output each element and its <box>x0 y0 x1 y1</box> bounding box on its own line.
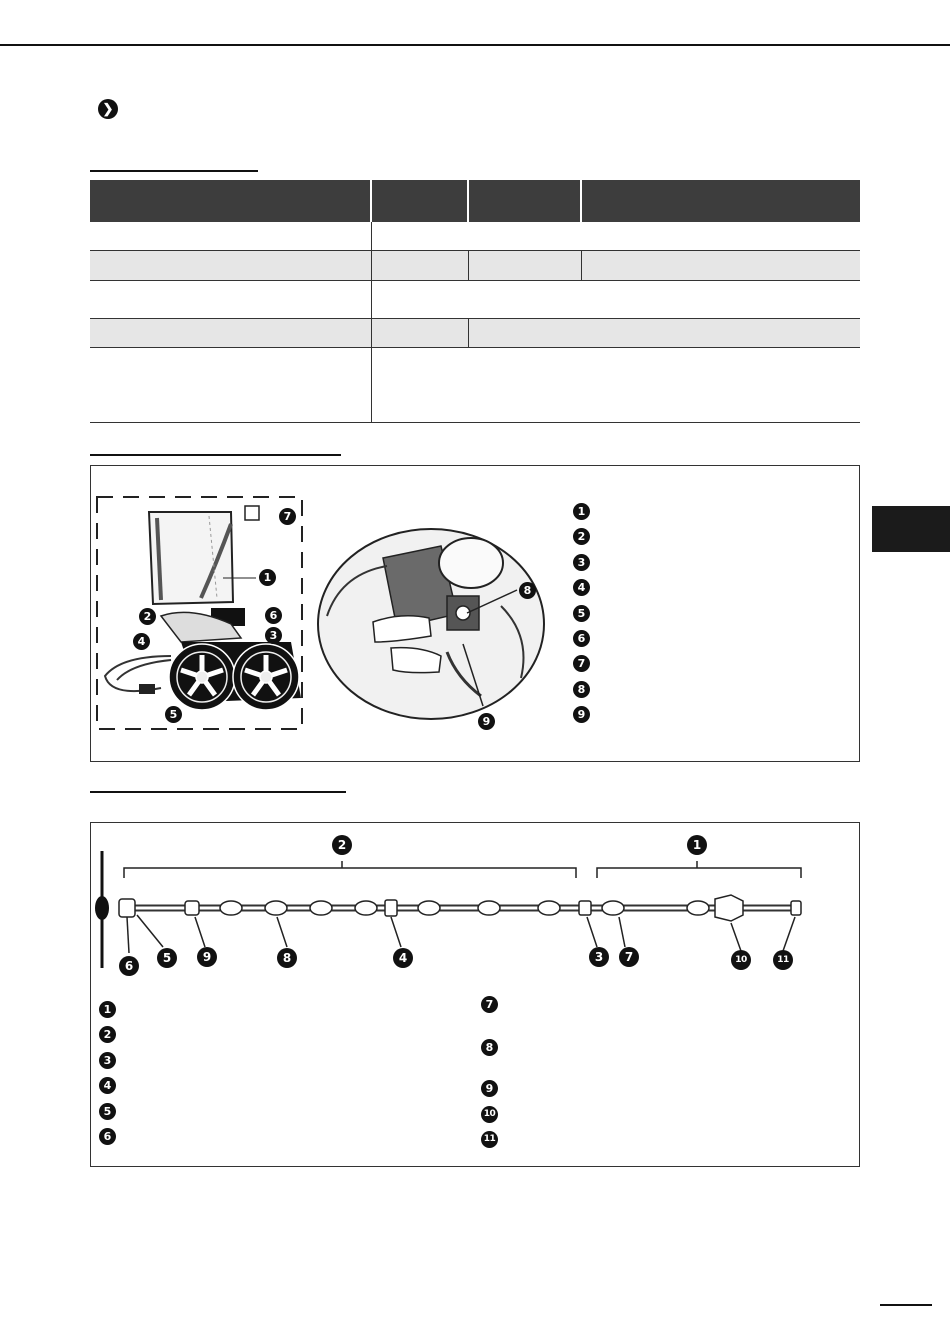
legend-marker: 11 <box>481 1131 498 1148</box>
table-cell <box>371 318 468 347</box>
callout-marker: 8 <box>277 948 297 968</box>
spec-table-header-cell <box>468 180 581 222</box>
section-heading-underline-1 <box>90 170 258 172</box>
spec-table-header-row <box>90 180 860 222</box>
callout-marker: 4 <box>393 948 413 968</box>
callout-marker: 9 <box>478 713 495 730</box>
legend-marker: 10 <box>481 1106 498 1123</box>
callout-marker: 10 <box>731 950 751 970</box>
table-row <box>90 347 860 422</box>
table-cell <box>581 250 860 280</box>
table-cell <box>371 250 468 280</box>
spec-table-header-cell <box>371 180 468 222</box>
legend-marker: 9 <box>573 706 590 723</box>
table-cell <box>90 347 371 422</box>
legend-marker: 4 <box>99 1077 116 1094</box>
table-cell <box>90 222 371 250</box>
cleaner-figure-panel <box>90 465 860 762</box>
legend-marker: 5 <box>573 605 590 622</box>
callout-marker: 1 <box>687 835 707 855</box>
page-number-rule <box>880 1304 932 1306</box>
callout-marker: 5 <box>165 706 182 723</box>
hose-figure-panel <box>90 822 860 1167</box>
callout-marker: 2 <box>139 608 156 625</box>
callout-marker: 8 <box>519 582 536 599</box>
legend-marker: 1 <box>573 503 590 520</box>
legend-marker: 2 <box>573 528 590 545</box>
section-heading-underline-3 <box>90 791 346 793</box>
callout-marker: 5 <box>157 948 177 968</box>
table-cell <box>371 280 860 318</box>
section-heading-underline-2 <box>90 454 341 456</box>
spec-table <box>90 180 860 423</box>
legend-marker: 6 <box>99 1128 116 1145</box>
legend-marker: 7 <box>573 655 590 672</box>
legend-marker: 5 <box>99 1103 116 1120</box>
callout-marker: 3 <box>589 947 609 967</box>
chevron-right-circle-icon: ❯ <box>98 99 118 119</box>
spec-table-header-cell <box>581 180 860 222</box>
callout-marker: 7 <box>619 947 639 967</box>
legend-marker: 9 <box>481 1080 498 1097</box>
callout-marker: 6 <box>265 607 282 624</box>
callout-marker: 2 <box>332 835 352 855</box>
legend-marker: 3 <box>573 554 590 571</box>
table-cell <box>371 347 860 422</box>
table-row <box>90 250 860 280</box>
legend-marker: 2 <box>99 1026 116 1043</box>
chapter-tab <box>872 506 950 552</box>
legend-marker: 8 <box>481 1039 498 1056</box>
legend-marker: 4 <box>573 579 590 596</box>
top-rule <box>0 44 950 46</box>
callout-marker: 3 <box>265 627 282 644</box>
callout-marker: 4 <box>133 633 150 650</box>
legend-marker: 3 <box>99 1052 116 1069</box>
table-cell <box>371 222 860 250</box>
table-row <box>90 318 860 347</box>
callout-marker: 6 <box>119 956 139 976</box>
table-cell <box>90 318 371 347</box>
legend-marker: 1 <box>99 1001 116 1018</box>
legend-marker: 8 <box>573 681 590 698</box>
table-cell <box>468 318 860 347</box>
cleaner-illustration <box>91 466 859 761</box>
table-cell <box>90 250 371 280</box>
legend-marker: 6 <box>573 630 590 647</box>
callout-marker: 9 <box>197 947 217 967</box>
spec-table-header-cell <box>90 180 371 222</box>
callout-marker: 11 <box>773 950 793 970</box>
table-cell <box>468 250 581 280</box>
legend-marker: 7 <box>481 996 498 1013</box>
callout-marker: 1 <box>259 569 276 586</box>
callout-marker: 7 <box>279 508 296 525</box>
table-cell <box>90 280 371 318</box>
table-row <box>90 280 860 318</box>
table-row <box>90 222 860 250</box>
